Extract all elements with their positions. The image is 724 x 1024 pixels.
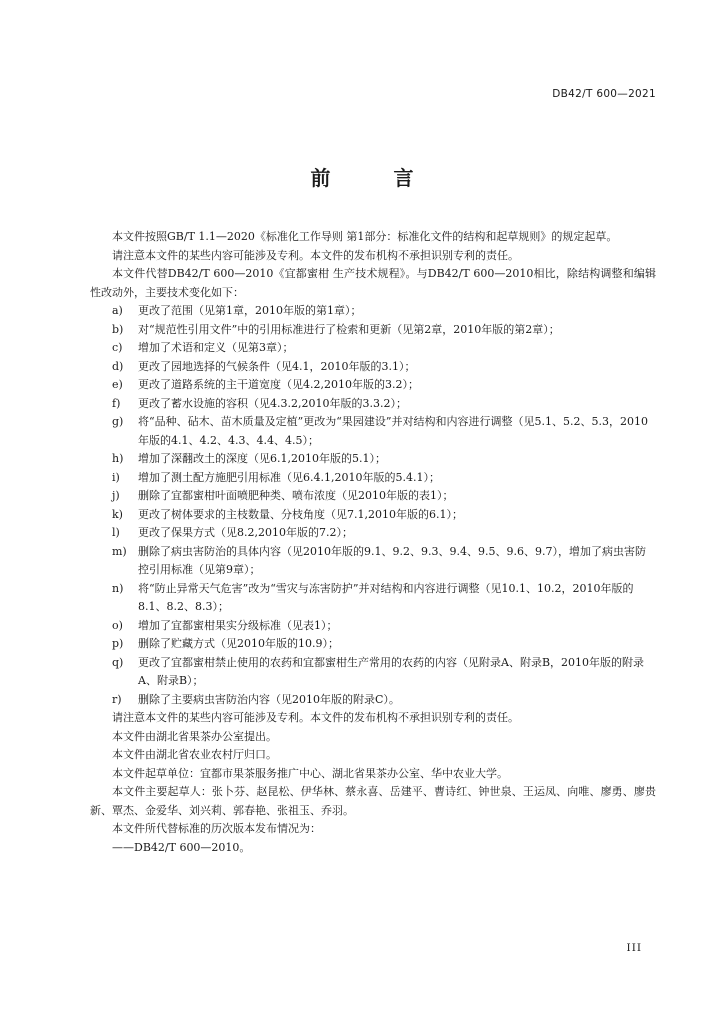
paragraph: 请注意本文件的某些内容可能涉及专利。本文件的发布机构不承担识别专利的责任。 <box>112 248 519 262</box>
list-item-text: 更改了保果方式（见8.2,2010年版的7.2）； <box>138 526 353 539</box>
list-item-label: j) <box>112 489 120 502</box>
list-item-text: 增加了深翻改土的深度（见6.1,2010年版的5.1）； <box>138 452 386 465</box>
list-item-label: g) <box>112 415 124 428</box>
list-item-label: m) <box>112 544 127 558</box>
page-number: III <box>626 942 642 954</box>
list-item-label: d) <box>112 359 124 373</box>
list-item <box>90 635 656 654</box>
list-item-label: b) <box>112 322 124 336</box>
paragraph: ——DB42/T 600—2010。 <box>112 840 251 854</box>
paragraph: 本文件由湖北省农业农村厅归口。 <box>112 748 277 761</box>
list-item <box>90 524 656 543</box>
list-item-text: 更改了园地选择的气候条件（见4.1，2010年版的3.1）； <box>138 359 416 373</box>
list-item-text: 更改了蓄水设施的容积（见4.3.2,2010年版的3.3.2）； <box>138 396 407 410</box>
list-item-label: c) <box>112 341 123 354</box>
list-item <box>90 339 656 358</box>
list-item <box>90 469 656 488</box>
list-item-label: n) <box>112 581 124 595</box>
paragraph: 本文件代替DB42/T 600—2010《宜都蜜柑 生产技术规程》。与DB42/T 600—2010相比，除结构调整和编辑性改动外，主要技术变化如下： <box>90 267 656 299</box>
list-item-label: h) <box>112 452 124 465</box>
list-item-text: 将“防止异常天气危害”改为“雪灾与冻害防护”并对结构和内容进行调整（见10.1、10.2，2010年版的8.1、8.2、8.3）； <box>138 581 634 613</box>
page-title: 前 言 <box>310 166 442 190</box>
list-item-label: p) <box>112 637 124 650</box>
list-item-label: f) <box>112 396 121 410</box>
document-code: DB42/T 600—2021 <box>552 88 656 100</box>
list-item <box>90 487 656 506</box>
list-item-label: l) <box>112 526 120 539</box>
paragraph: 请注意本文件的某些内容可能涉及专利。本文件的发布机构不承担识别专利的责任。 <box>112 711 519 724</box>
list-item <box>90 580 656 617</box>
list-item-text: 增加了测土配方施肥引用标准（见6.4.1,2010年版的5.4.1）； <box>138 470 440 484</box>
list-item <box>90 358 656 377</box>
list-item-text: 增加了宜都蜜柑果实分级标准（见表1）； <box>138 618 338 632</box>
list-item-text: 更改了范围（见第1章，2010年版的第1章）； <box>138 304 362 317</box>
list-item-label: i) <box>112 470 120 484</box>
list-item-text: 删除了宜都蜜柑叶面喷肥种类、喷布浓度（见2010年版的表1）； <box>138 489 454 502</box>
changes-list <box>90 302 656 709</box>
list-item-label: r) <box>112 692 122 706</box>
list-item-label: a) <box>112 304 123 317</box>
foreword-body <box>90 228 656 857</box>
list-item <box>90 450 656 469</box>
list-item <box>90 302 656 321</box>
list-item <box>90 376 656 395</box>
list-item <box>90 654 656 691</box>
list-item-text: 将“品种、砧木、苗木质量及定植”更改为“果园建设”并对结构和内容进行调整（见5.1、5.2、5.3，2010年版的4.1、4.2、4.3、4.4、4.5）； <box>138 415 648 447</box>
list-item <box>90 543 656 580</box>
list-item-text: 删除了主要病虫害防治内容（见2010年版的附录C）。 <box>138 692 400 706</box>
list-item-label: o) <box>112 618 123 632</box>
list-item <box>90 321 656 340</box>
list-item-label: k) <box>112 507 123 521</box>
list-item-text: 对“规范性引用文件”中的引用标准进行了检索和更新（见第2章，2010年版的第2章）； <box>138 322 560 336</box>
list-item <box>90 691 656 710</box>
list-item <box>90 413 656 450</box>
list-item-text: 增加了术语和定义（见第3章）； <box>138 341 294 354</box>
list-item-text: 更改了道路系统的主干道宽度（见4.2,2010年版的3.2）； <box>138 378 419 391</box>
list-item-text: 更改了宜都蜜柑禁止使用的农药和宜都蜜柑生产常用的农药的内容（见附录A、附录B，2010年版的附录A、附录B）； <box>138 655 645 687</box>
list-item-text: 删除了贮藏方式（见2010年版的10.9）； <box>138 637 339 650</box>
paragraph: 本文件主要起草人：张卜芬、赵昆松、伊华林、蔡永喜、岳建平、曹诗红、钟世泉、王运凤、向唯、廖勇、廖贵新、覃杰、金爱华、刘兴莉、郭春艳、张祖玉、乔羽。 <box>90 785 656 817</box>
list-item-label: e) <box>112 378 123 391</box>
list-item-text: 删除了病虫害防治的具体内容（见2010年版的9.1、9.2、9.3、9.4、9.5、9.6、9.7），增加了病虫害防控引用标准（见第9章）； <box>138 544 646 576</box>
list-item <box>90 506 656 525</box>
paragraph: 本文件起草单位：宜都市果茶服务推广中心、湖北省果茶办公室、华中农业大学。 <box>112 766 508 780</box>
list-item <box>90 617 656 636</box>
list-item-text: 更改了树体要求的主枝数量、分枝角度（见7.1,2010年版的6.1）； <box>138 507 463 521</box>
paragraph: 本文件按照GB/T 1.1—2020《标准化工作导则 第1部分：标准化文件的结构和起草规则》的规定起草。 <box>112 230 618 243</box>
paragraph: 本文件所代替标准的历次版本发布情况为： <box>112 822 321 835</box>
list-item <box>90 395 656 414</box>
paragraph: 本文件由湖北省果茶办公室提出。 <box>112 729 277 743</box>
list-item-label: q) <box>112 655 124 669</box>
